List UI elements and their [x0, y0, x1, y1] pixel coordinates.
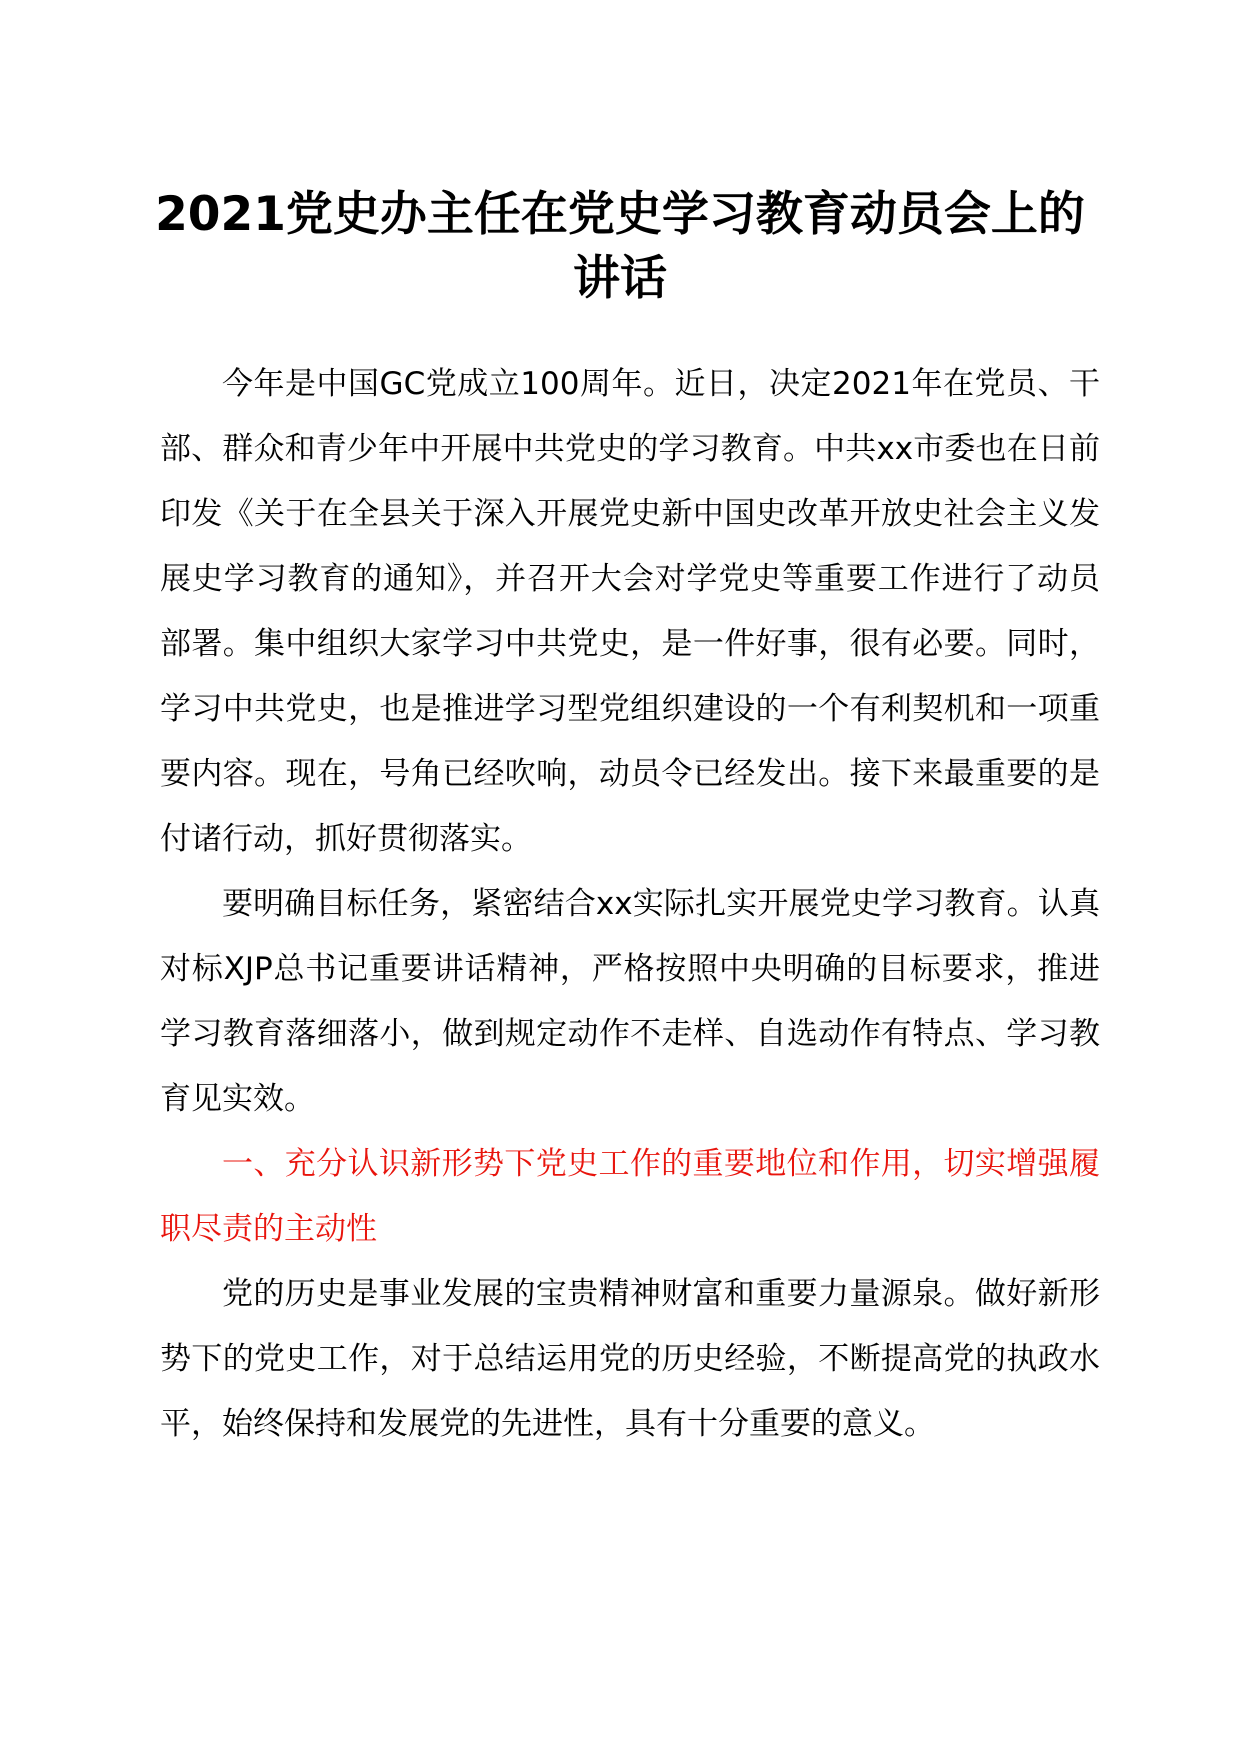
paragraph-goals: 要明确目标任务，紧密结合xx实际扎实开展党史学习教育。认真对标XJP总书记重要讲话精神，严格按照中央明确的目标要求，推进学习教育落细落小，做到规定动作不走样、自选动作有特点、学习教育见实效。 — [160, 886, 1100, 1117]
paragraph-history: 党的历史是事业发展的宝贵精神财富和重要力量源泉。做好新形势下的党史工作，对于总结运用党的历史经验，不断提高党的执政水平，始终保持和发展党的先进性，具有十分重要的意义。 — [160, 1276, 1100, 1442]
document-body — [160, 352, 1100, 1457]
document-title: 2021党史办主任在党史学习教育动员会上的讲话 — [155, 187, 1085, 306]
paragraph-intro: 今年是中国GC党成立100周年。近日，决定2021年在党员、干部、群众和青少年中开展中共党史的学习教育。中共xx市委也在日前印发《关于在全县关于深入开展党史新中国史改革开放史社会主义发展史学习教育的通知》，并召开大会对学党史等重要工作进行了动员部署。集中组织大家学习中共党史，是一件好事，很有必要。同时，学习中共党史，也是推进学习型党组织建设的一个有利契机和一项重要内容。现在，号角已经吹响，动员令已经发出。接下来最重要的是付诸行动，抓好贯彻落实。 — [160, 366, 1100, 857]
section-heading-1: 一、充分认识新形势下党史工作的重要地位和作用，切实增强履职尽责的主动性 — [160, 1146, 1100, 1247]
